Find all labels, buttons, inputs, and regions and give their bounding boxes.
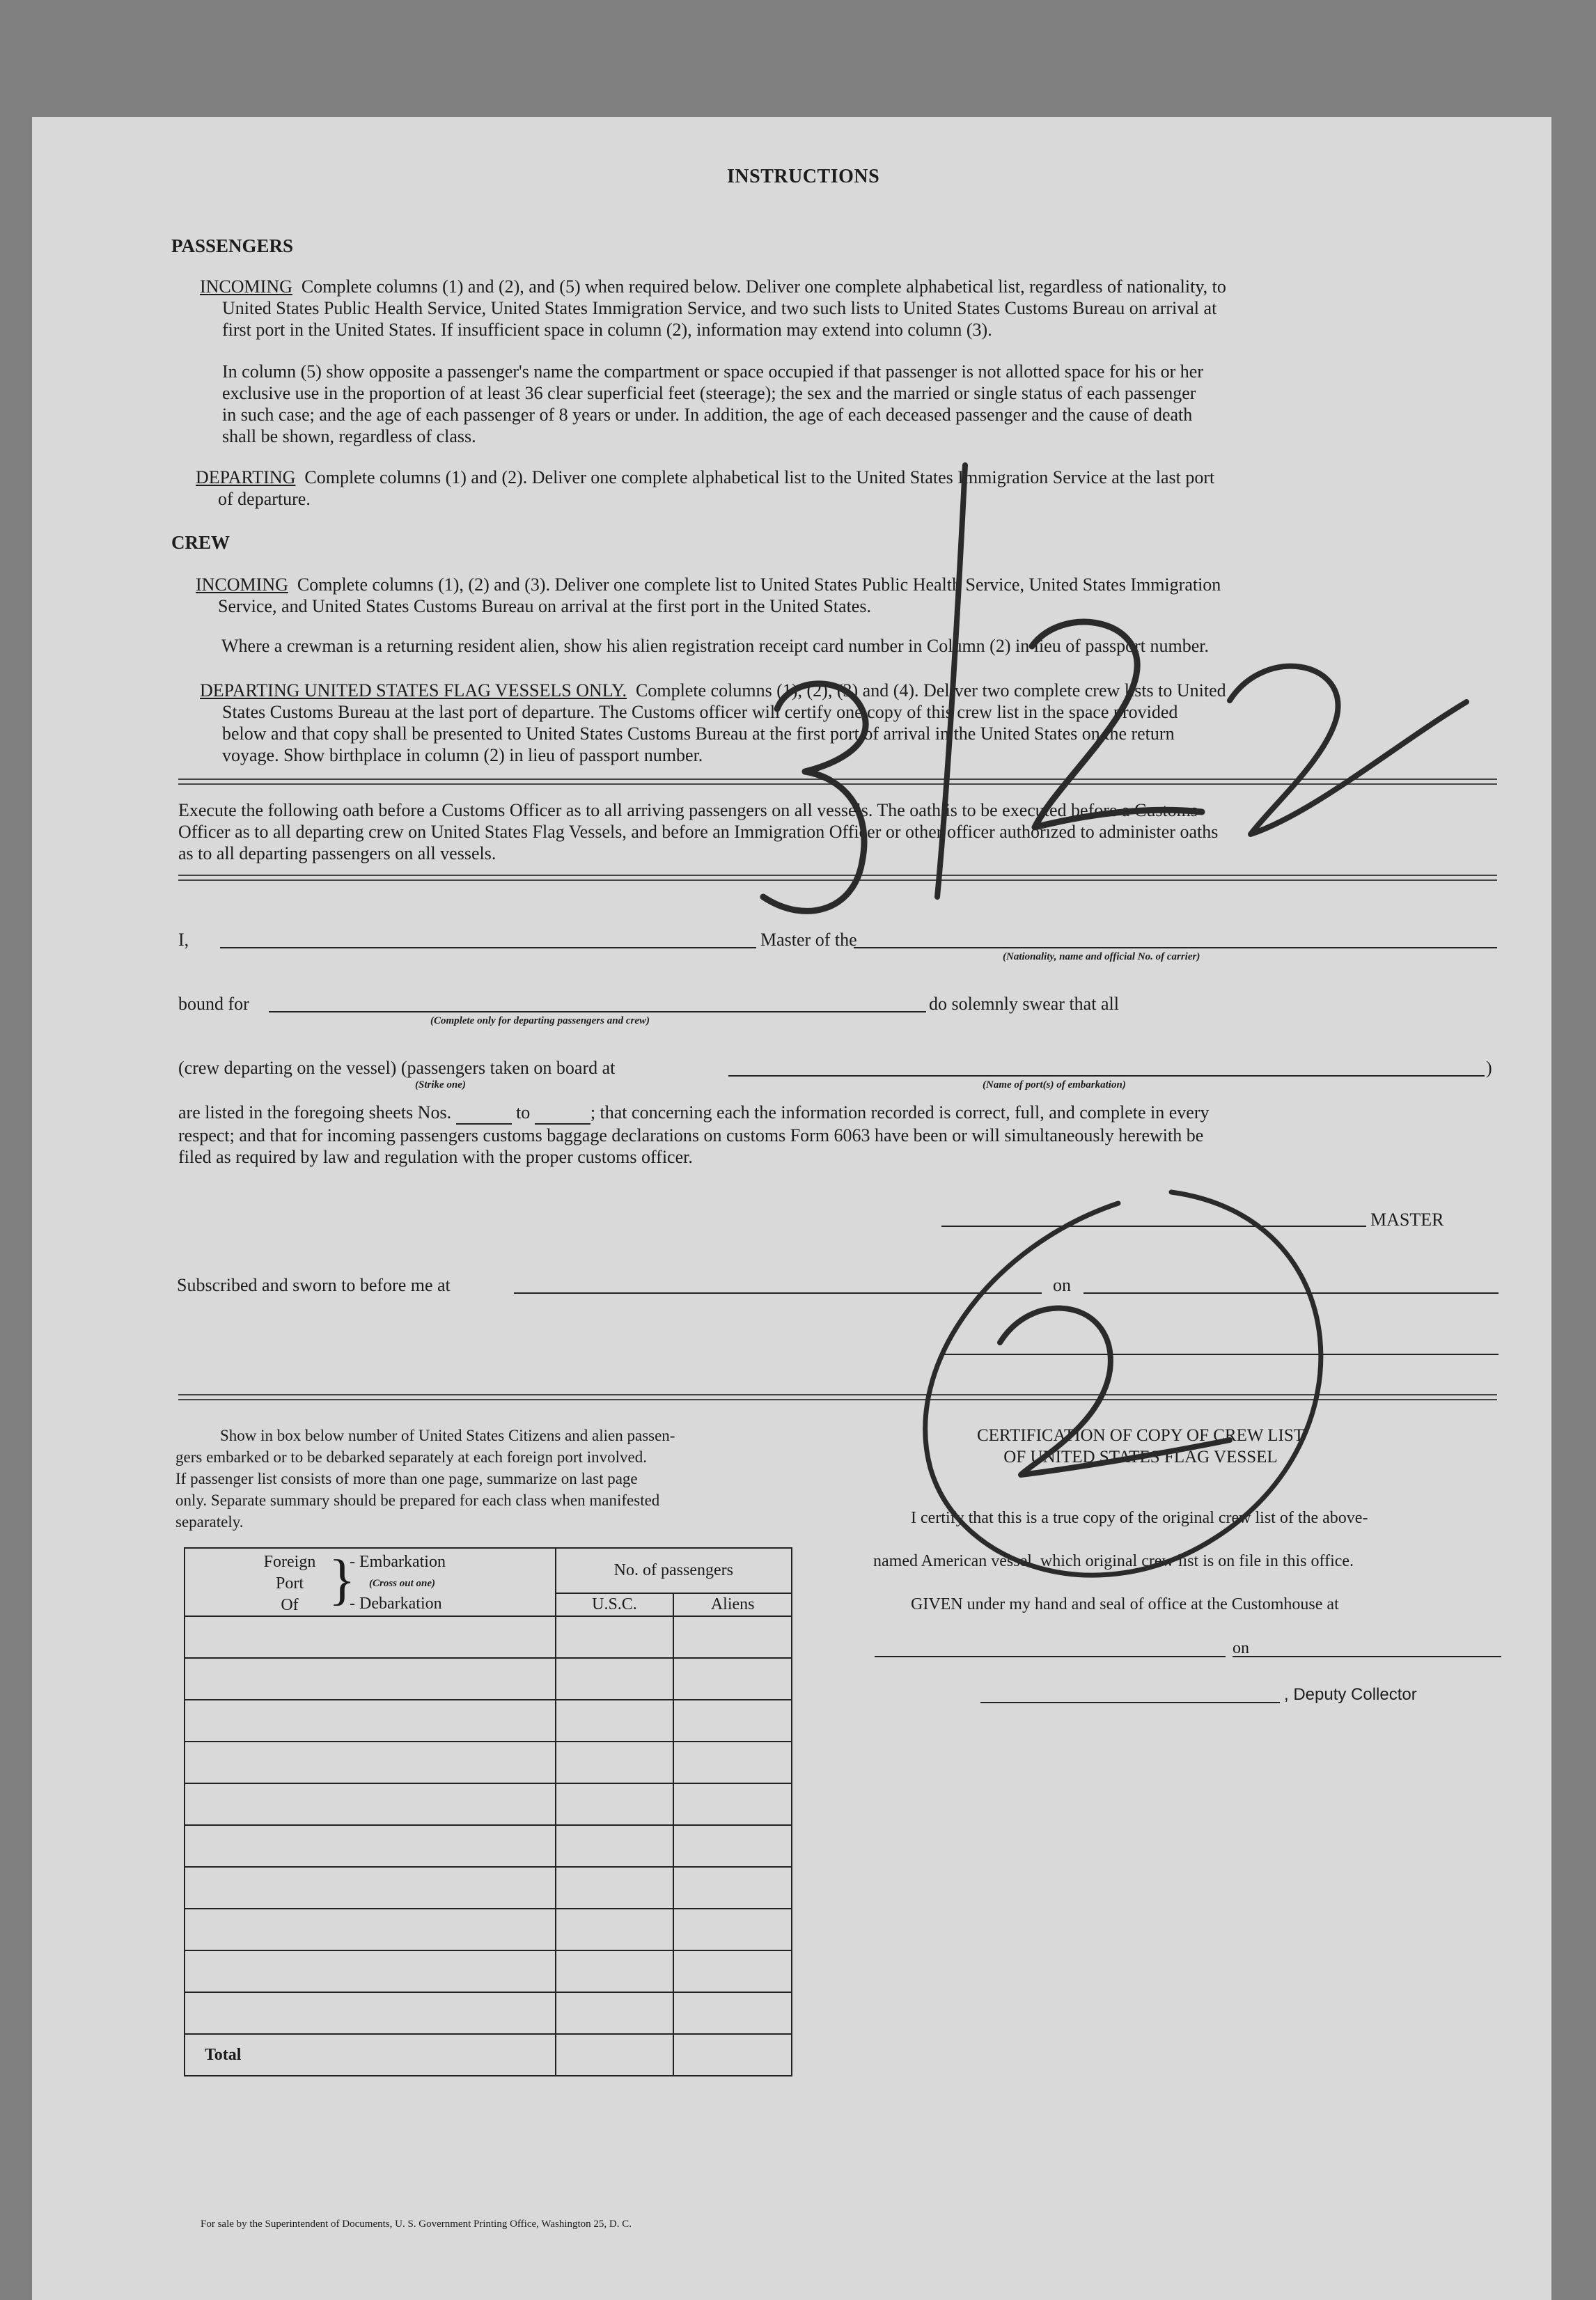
listed-suffix: ; that concerning each the information recorded is correct, full, and complete in every bbox=[590, 1102, 1210, 1122]
bound-for-hint: (Complete only for departing passengers and crew) bbox=[430, 1015, 650, 1026]
crew-alien-line: Where a crewman is a returning resident alien, show his alien registration receipt card number in Column (2) in lieu of passport number. bbox=[221, 636, 1210, 656]
foreign-word: Foreign bbox=[263, 1553, 316, 1571]
certification-heading-line-2: OF UNITED STATES FLAG VESSEL bbox=[1003, 1448, 1278, 1466]
port-word: Port bbox=[275, 1574, 304, 1593]
form-sheet bbox=[32, 117, 1551, 2300]
cross-out-hint: (Cross out one) bbox=[369, 1578, 436, 1589]
oath-line-2: respect; and that for incoming passengers customs baggage declarations on customs Form 6063 have been or will simultaneously herewith be bbox=[178, 1125, 1204, 1145]
handwriting-marks bbox=[32, 117, 1551, 2300]
usc-header: U.S.C. bbox=[556, 1593, 674, 1616]
page-title: INSTRUCTIONS bbox=[727, 166, 880, 187]
crew-departing-line-4: voyage. Show birthplace in column (2) in lieu of passport number. bbox=[222, 745, 703, 765]
master-of-the-label: Master of the bbox=[760, 930, 857, 950]
handwritten-circle-icon bbox=[925, 1192, 1321, 1575]
passengers-column5-line-1: In column (5) show opposite a passenger's name the compartment or space occupied if that passenger is not allotted space for his or her bbox=[222, 361, 1203, 382]
handwritten-three-icon bbox=[763, 684, 866, 912]
passengers-heading: PASSENGERS bbox=[171, 235, 294, 256]
oath-instructions-line-2: Officer as to all departing crew on United States Flag Vessels, and before an Immigration Officer or other officer authorized to administer oaths bbox=[178, 822, 1219, 842]
oath-instructions-line-1: Execute the following oath before a Customs Officer as to all arriving passengers on all vessels. The oath is to be executed before a Customs bbox=[178, 800, 1198, 820]
listed-to: to bbox=[516, 1102, 531, 1122]
passengers-incoming-line-1: Complete columns (1) and (2), and (5) when required below. Deliver one complete alphabetical list, regardless of nationality, to bbox=[301, 276, 1226, 297]
total-label: Total bbox=[185, 2034, 556, 2076]
passengers-departing-label: DEPARTING bbox=[196, 467, 296, 487]
handwritten-two-second-icon bbox=[1230, 666, 1466, 834]
crew-departing-line-3: below and that copy shall be presented to United States Customs Bureau at the first port of arrival in the United States on the return bbox=[222, 723, 1175, 744]
passengers-column5-line-4: shall be shown, regardless of class. bbox=[222, 426, 476, 446]
summary-line-5: separately. bbox=[175, 1513, 244, 1531]
crew-departing-label: DEPARTING UNITED STATES FLAG VESSELS ONLY. bbox=[200, 680, 627, 701]
master-label: MASTER bbox=[1370, 1210, 1444, 1230]
crew-incoming-line-2: Service, and United States Customs Bureau on arrival at the first port in the United States. bbox=[218, 596, 871, 616]
deputy-collector-label: , Deputy Collector bbox=[1284, 1685, 1417, 1704]
summary-line-4: only. Separate summary should be prepared for each class when manifested bbox=[175, 1492, 660, 1509]
crew-incoming-label: INCOMING bbox=[196, 574, 288, 595]
listed-prefix: are listed in the foregoing sheets Nos. bbox=[178, 1102, 452, 1122]
passengers-column5-line-3: in such case; and the age of each passenger of 8 years or under. In addition, the age of each deceased passenger and the cause of death bbox=[222, 405, 1193, 425]
oath-line-3: filed as required by law and regulation with the proper customs officer. bbox=[178, 1147, 693, 1167]
certification-on-label: on bbox=[1233, 1639, 1249, 1657]
summary-line-3: If passenger list consists of more than one page, summarize on last page bbox=[175, 1470, 638, 1487]
handwritten-two-icon bbox=[1000, 1308, 1230, 1475]
of-word: Of bbox=[281, 1596, 299, 1614]
handwritten-slash-icon bbox=[937, 465, 965, 897]
subscribed-label: Subscribed and sworn to before me at bbox=[177, 1275, 451, 1295]
nationality-hint: (Nationality, name and official No. of carrier) bbox=[1003, 951, 1200, 962]
summary-line-1: Show in box below number of United States Citizens and alien passen- bbox=[220, 1427, 675, 1444]
close-paren: ) bbox=[1486, 1058, 1492, 1078]
strike-one-hint: (Strike one) bbox=[415, 1079, 466, 1090]
certification-line-1: I certify that this is a true copy of the original crew list of the above- bbox=[911, 1509, 1368, 1527]
bound-for-label: bound for bbox=[178, 994, 249, 1014]
passengers-incoming-label: INCOMING bbox=[200, 276, 292, 297]
passengers-incoming-line-3: first port in the United States. If insufficient space in column (2), information may extend into column (3). bbox=[222, 320, 992, 340]
debarkation-label: - Debarkation bbox=[350, 1595, 442, 1613]
embarkation-label: - Embarkation bbox=[350, 1553, 446, 1571]
certification-line-3: GIVEN under my hand and seal of office at the Customhouse at bbox=[911, 1595, 1339, 1613]
crew-departing-line-2: States Customs Bureau at the last port of departure. The Customs officer will certify one copy of this crew list in the space provided bbox=[222, 702, 1178, 722]
brace-icon: } bbox=[329, 1549, 356, 1611]
footer-note: For sale by the Superintendent of Documents, U. S. Government Printing Office, Washington 25, D. C. bbox=[201, 2219, 632, 2230]
oath-instructions-line-3: as to all departing passengers on all vessels. bbox=[178, 843, 496, 863]
no-of-passengers-header: No. of passengers bbox=[556, 1548, 792, 1593]
swear-label: do solemnly swear that all bbox=[929, 994, 1119, 1014]
certification-line-2: named American vessel, which original crew list is on file in this office. bbox=[873, 1552, 1354, 1570]
oath-i-label: I, bbox=[178, 930, 189, 950]
port-hint: (Name of port(s) of embarkation) bbox=[983, 1079, 1126, 1090]
passengers-column5-line-2: exclusive use in the proportion of at least 36 clear superficial feet (steerage); the sex and the married or single status of each passenger bbox=[222, 383, 1196, 403]
sworn-on-label: on bbox=[1053, 1275, 1071, 1295]
aliens-header: Aliens bbox=[673, 1593, 792, 1616]
certification-heading-line-1: CERTIFICATION OF COPY OF CREW LIST bbox=[976, 1426, 1305, 1445]
passengers-departing-line-1: Complete columns (1) and (2). Deliver one complete alphabetical list to the United States Immigration Service at the last port bbox=[304, 467, 1215, 487]
passengers-incoming-line-2: United States Public Health Service, United States Immigration Service, and two such lists to United States Customs Bureau on arrival at bbox=[222, 298, 1217, 318]
crew-departing-line-1: Complete columns (1), (2), (3) and (4). Deliver two complete crew lists to United bbox=[636, 680, 1226, 701]
crew-heading: CREW bbox=[171, 532, 230, 553]
crew-incoming-line-1: Complete columns (1), (2) and (3). Deliver one complete list to United States Public Health Service, United States Immigration bbox=[297, 574, 1221, 595]
passengers-departing-line-2: of departure. bbox=[218, 489, 311, 509]
handwritten-two-first-icon bbox=[1032, 622, 1202, 827]
crew-passengers-label: (crew departing on the vessel) (passengers taken on board at bbox=[178, 1058, 616, 1078]
summary-line-2: gers embarked or to be debarked separately at each foreign port involved. bbox=[175, 1448, 647, 1466]
